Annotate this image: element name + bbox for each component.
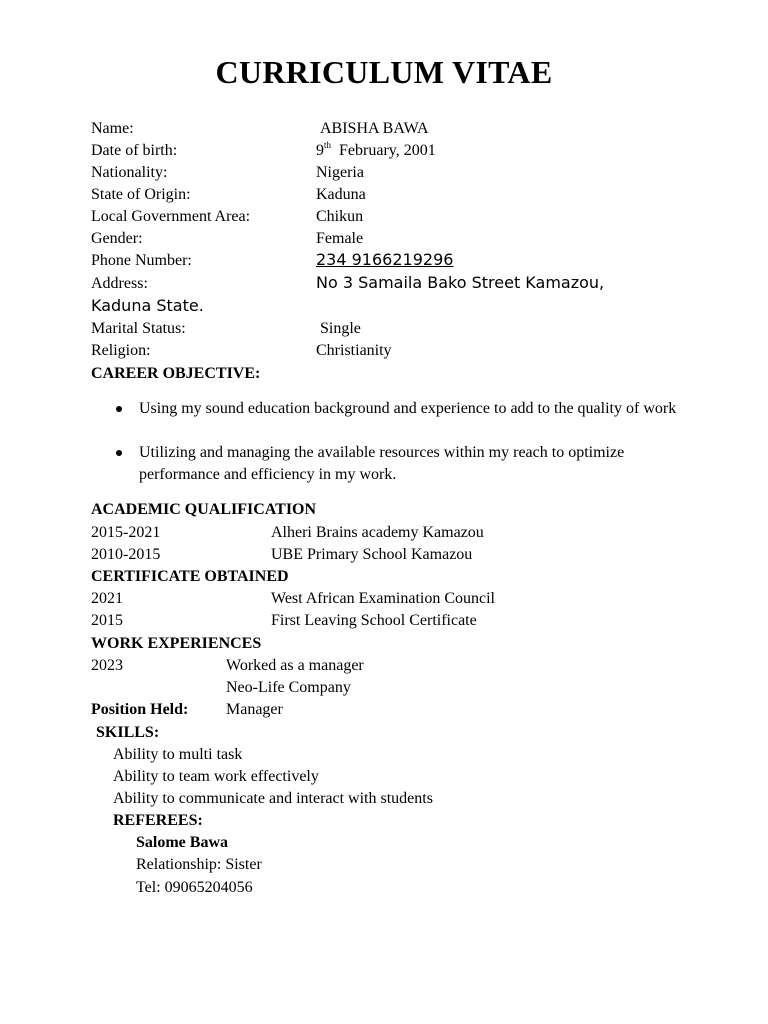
nationality-label: Nationality: <box>91 164 168 181</box>
skill-item: Ability to communicate and interact with students <box>113 790 433 807</box>
referee-relationship: Relationship: Sister <box>136 856 262 873</box>
certificate-year: 2015 <box>91 612 123 629</box>
academic-years: 2010-2015 <box>91 546 161 563</box>
religion-value: Christianity <box>316 342 392 359</box>
academic-school: UBE Primary School Kamazou <box>271 546 473 563</box>
certificate-name: First Leaving School Certificate <box>271 612 477 629</box>
career-bullet-2: Utilizing and managing the available resources within my reach to optimize performance and efficiency in my work. <box>139 444 625 483</box>
academic-years: 2015-2021 <box>91 524 161 541</box>
academic-heading: ACADEMIC QUALIFICATION <box>91 501 317 518</box>
address-label: Address: <box>91 275 148 292</box>
career-bullet-1: Using my sound education background and experience to add to the quality of work <box>139 400 677 417</box>
nationality-value: Nigeria <box>316 164 364 181</box>
marital-value: Single <box>320 320 361 337</box>
bullet-dot <box>116 450 122 456</box>
phone-link[interactable]: 234 9166219296 <box>316 250 454 269</box>
state-value: Kaduna <box>316 186 366 203</box>
dob-suffix: th <box>324 140 332 150</box>
certificate-year: 2021 <box>91 590 123 607</box>
marital-label: Marital Status: <box>91 320 186 337</box>
referees-heading: REFEREES: <box>113 812 203 829</box>
lga-value: Chikun <box>316 208 364 225</box>
referee-name: Salome Bawa <box>136 834 228 851</box>
work-role: Worked as a manager <box>226 657 364 674</box>
phone-label: Phone Number: <box>91 252 192 269</box>
skill-item: Ability to multi task <box>113 746 243 763</box>
state-label: State of Origin: <box>91 186 191 203</box>
certificate-name: West African Examination Council <box>271 590 495 607</box>
gender-value: Female <box>316 230 364 247</box>
bullet-dot <box>116 406 122 412</box>
dob-rest: February, 2001 <box>339 142 436 159</box>
name-value: ABISHA BAWA <box>320 120 429 137</box>
position-held-label: Position Held: <box>91 701 189 718</box>
academic-school: Alheri Brains academy Kamazou <box>271 524 484 541</box>
skill-item: Ability to team work effectively <box>113 768 319 785</box>
dob-label: Date of birth: <box>91 142 178 159</box>
position-held-value: Manager <box>226 701 283 718</box>
work-company: Neo-Life Company <box>226 679 351 696</box>
career-objective-heading: CAREER OBJECTIVE: <box>91 365 261 382</box>
document-title: CURRICULUM VITAE <box>215 54 553 90</box>
work-heading: WORK EXPERIENCES <box>91 635 262 652</box>
referee-tel: Tel: 09065204056 <box>136 879 253 896</box>
gender-label: Gender: <box>91 230 143 247</box>
dob-value <box>316 141 436 161</box>
address-line-1: No 3 Samaila Bako Street Kamazou, <box>316 273 605 292</box>
certificate-heading: CERTIFICATE OBTAINED <box>91 568 289 585</box>
dob-day: 9 <box>316 142 324 159</box>
lga-label: Local Government Area: <box>91 208 251 225</box>
address-line-2: Kaduna State. <box>91 296 204 315</box>
skills-heading: SKILLS: <box>96 724 160 741</box>
work-year: 2023 <box>91 657 123 674</box>
religion-label: Religion: <box>91 342 151 359</box>
name-label: Name: <box>91 120 134 137</box>
